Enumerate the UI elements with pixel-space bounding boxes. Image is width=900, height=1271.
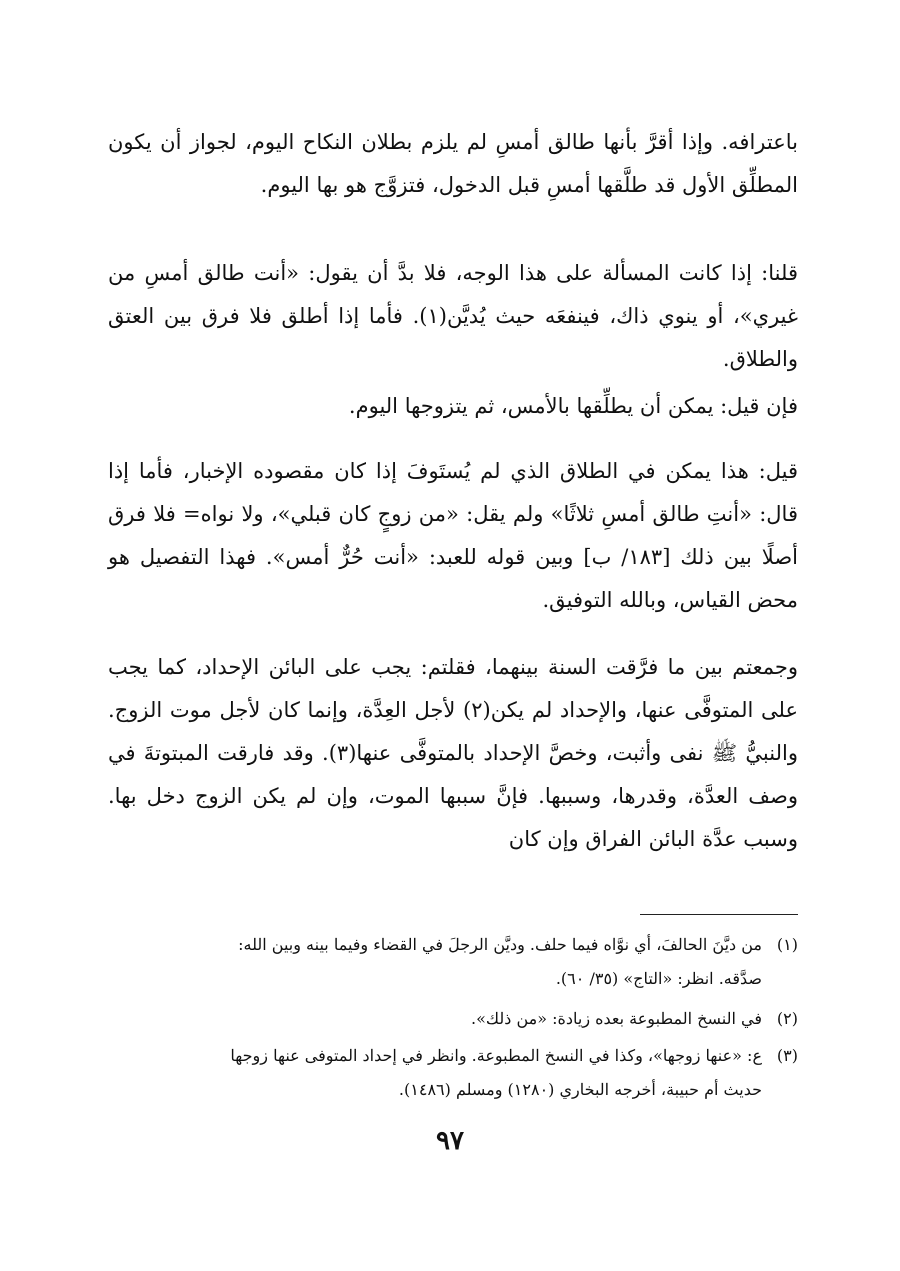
paragraph-1: باعترافه. وإذا أقرَّ بأنها طالق أمسِ لم يلزم بطلان النكاح اليوم، لجواز أن يكون المطلِّق الأول قد طلَّقها أمسِ قبل الدخول، فتزوَّج هو بها اليوم. bbox=[108, 130, 798, 197]
footnote-text: من ديَّنَ الحالفَ، أي نوَّاه فيما حلف. وديَّن الرجلَ في القضاء وفيما بينه وبين الله: bbox=[238, 935, 762, 954]
footnote-number: (٢) bbox=[776, 1009, 798, 1028]
page-number: ٩٧ bbox=[436, 1126, 464, 1156]
footnote-continuation: صدَّقه. انظر: «التاج» (٣٥/ ٦٠). bbox=[555, 969, 762, 988]
paragraph-3: فإن قيل: يمكن أن يطلِّقها بالأمس، ثم يتزوجها اليوم. bbox=[348, 394, 798, 418]
paragraph-4: قيل: هذا يمكن في الطلاق الذي لم يُستَوفَ إذا كان مقصوده الإخبار، فأما إذا قال: «أنتِ طالق أمسِ ثلاثًا» ولم يقل: «من زوجٍ كان قبلي»، ولا نواه= فلا فرق أصلًا بين ذلك [١٨٣/ ب] وبين قوله للعبد: «أنت حُرٌّ أمس». فهذا التفصيل هو محض القياس، وبالله التوفيق. bbox=[108, 459, 798, 612]
footnote-continuation: حديث أم حبيبة، أخرجه البخاري (١٢٨٠) ومسلم (١٤٨٦). bbox=[398, 1080, 762, 1099]
paragraph-2: قلنا: إذا كانت المسألة على هذا الوجه، فلا بدَّ أن يقول: «أنت طالق أمسِ من غيري»، أو ينوي ذاك، فينفعَه حيث يُديَّن(١). فأما إذا أطلق فلا فرق بين العتق والطلاق. bbox=[108, 261, 798, 371]
footnote-2 bbox=[108, 1002, 798, 1036]
footnote-text: ع: «عنها زوجها»، وكذا في النسخ المطبوعة. وانظر في إحداد المتوفى عنها زوجها bbox=[230, 1046, 762, 1065]
footnote-number: (١) bbox=[776, 935, 798, 954]
footnote-1 bbox=[108, 928, 798, 996]
paragraph-5: وجمعتم بين ما فرَّقت السنة بينهما، فقلتم: يجب على البائن الإحداد، كما يجب على المتوفَّى عنها، والإحداد لم يكن(٢) لأجل العِدَّة، وإنما كان لأجل موت الزوج. والنبيُّ ﷺ نفى وأثبت، وخصَّ الإحداد بالمتوفَّى عنها(٣). وقد فارقت المبتوتةَ في وصف العدَّة، وقدرها، وسببها. فإنَّ سببها الموت، وإن لم يكن الزوج دخل بها. وسبب عدَّة البائن الفراق وإن كان bbox=[108, 655, 798, 851]
footnote-text: في النسخ المطبوعة بعده زيادة: «من ذلك». bbox=[471, 1009, 762, 1028]
footnote-3 bbox=[108, 1039, 798, 1107]
footnote-separator bbox=[640, 914, 798, 915]
footnote-number: (٣) bbox=[776, 1046, 798, 1065]
